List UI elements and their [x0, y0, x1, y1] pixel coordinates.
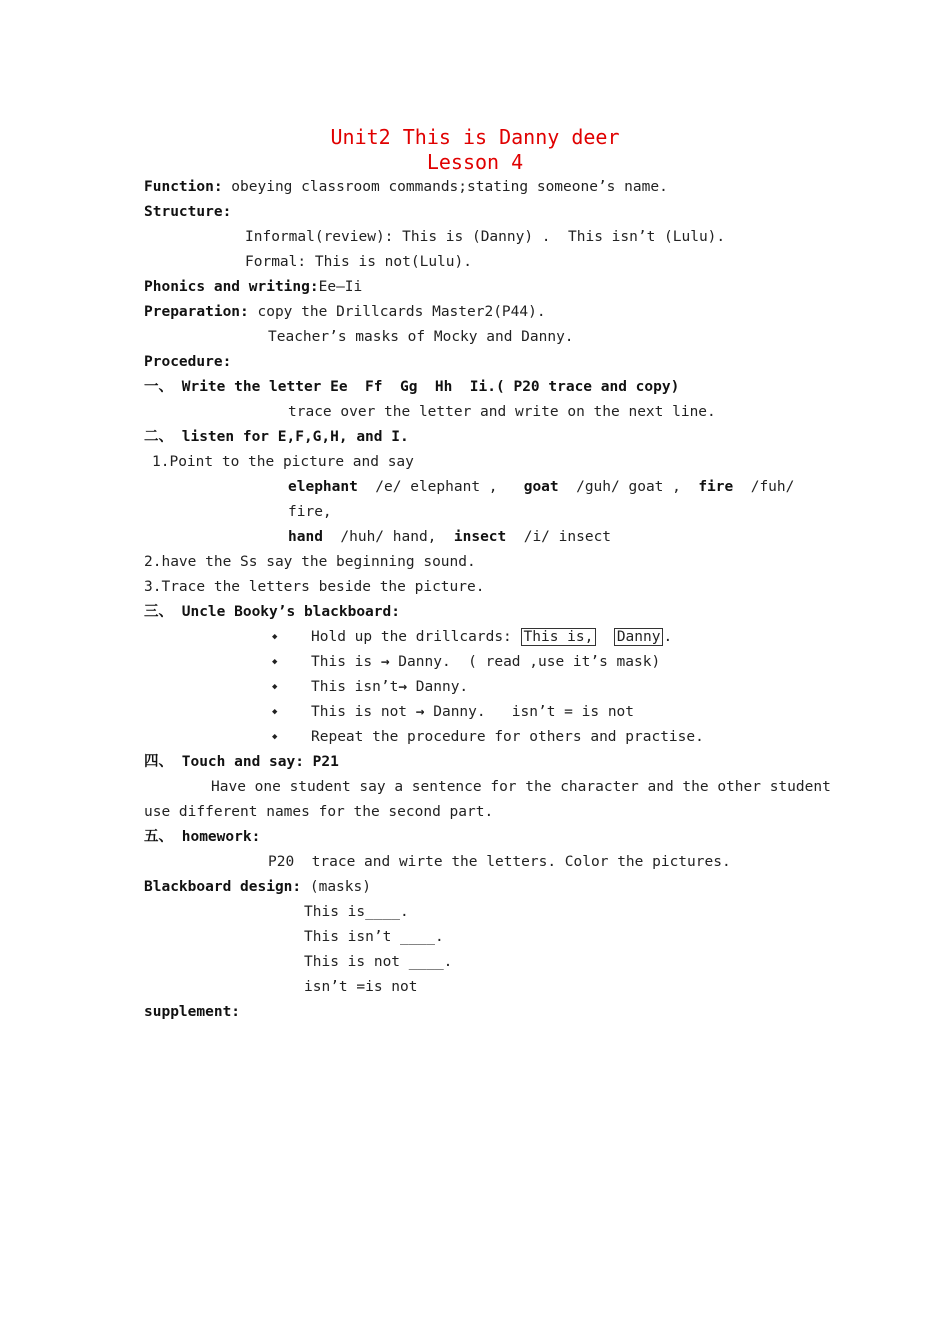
- preparation-text: copy the Drillcards Master2(P44).: [248, 304, 546, 320]
- word-insect: insect: [453, 529, 507, 545]
- phonics-fire: /fuh/: [733, 479, 795, 495]
- step4-text-2: use different names for the second part.: [144, 804, 494, 820]
- function-label: Function:: [144, 179, 223, 195]
- step5-text: P20 trace and wirte the letters. Color the pictures.: [268, 854, 731, 870]
- right-arrow-icon: →: [415, 704, 425, 720]
- step4-text-1: Have one student say a sentence for the character and the other student: [211, 779, 831, 795]
- bullet-icon: ◆: [272, 707, 278, 717]
- lesson-title: Lesson 4: [426, 150, 524, 174]
- boxed-this-is: This is,: [521, 628, 597, 646]
- bd-line-3: This is not ____.: [304, 954, 453, 970]
- bullet-icon: ◆: [272, 732, 278, 742]
- step1-heading: 一、 Write the letter Ee Ff Gg Hh Ii.( P20 trace and copy): [144, 379, 680, 395]
- phonics-fire-wrap: fire,: [288, 504, 332, 520]
- blackboard-design-line: [144, 877, 371, 897]
- function-text: obeying classroom commands;stating someone’s name.: [222, 179, 668, 195]
- step1-detail: trace over the letter and write on the next line.: [288, 404, 716, 420]
- blackboard-item-5: Repeat the procedure for others and practise.: [311, 729, 704, 745]
- phonics-text: Ee—Ii: [318, 279, 363, 295]
- b2-post: Danny. ( read ,use it’s mask): [389, 654, 661, 670]
- word-hand: hand: [288, 529, 323, 545]
- preparation-text-2: Teacher’s masks of Mocky and Danny.: [268, 329, 574, 345]
- phonics-label: Phonics and writing:: [144, 279, 319, 295]
- phonics-goat: /guh/ goat ,: [558, 479, 699, 495]
- blackboard-design-label: Blackboard design:: [144, 879, 302, 895]
- b1-post: .: [663, 629, 673, 645]
- bullet-icon: ◆: [272, 657, 278, 667]
- phonics-words-line-1: [288, 477, 794, 497]
- preparation-label: Preparation:: [144, 304, 249, 320]
- step2-item-3: 3.Trace the letters beside the picture.: [144, 579, 485, 595]
- bd-line-1: This is____.: [304, 904, 409, 920]
- b4-pre: This is not: [311, 704, 416, 720]
- step5-heading: 五、 homework:: [144, 829, 261, 845]
- blackboard-design-text: (masks): [301, 879, 371, 895]
- right-arrow-icon: →: [380, 654, 390, 670]
- phonics-hand: /huh/ hand,: [322, 529, 454, 545]
- word-goat: goat: [523, 479, 559, 495]
- phonics-insect: /i/ insect: [506, 529, 612, 545]
- blackboard-item-1: [311, 627, 672, 647]
- step3-heading: 三、 Uncle Booky’s blackboard:: [144, 604, 400, 620]
- phonics-line: [144, 277, 362, 297]
- step2-heading: 二、 listen for E,F,G,H, and I.: [144, 429, 409, 445]
- preparation-line: [144, 302, 546, 322]
- b1-pre: Hold up the drillcards:: [311, 629, 521, 645]
- blackboard-item-4: [311, 702, 634, 722]
- structure-informal: Informal(review): This is (Danny) . This isn’t (Lulu).: [245, 229, 726, 245]
- unit-title: Unit2 This is Danny deer: [330, 125, 620, 149]
- bd-line-4: isn’t =is not: [304, 979, 418, 995]
- structure-label: Structure:: [144, 204, 232, 220]
- b2-pre: This is: [311, 654, 381, 670]
- bullet-icon: ◆: [272, 682, 278, 692]
- word-fire: fire: [698, 479, 734, 495]
- b3-post: Danny.: [407, 679, 469, 695]
- blackboard-item-2: [311, 652, 660, 672]
- structure-formal: Formal: This is not(Lulu).: [245, 254, 472, 270]
- procedure-label: Procedure:: [144, 354, 232, 370]
- step2-point: 1.Point to the picture and say: [152, 454, 414, 470]
- word-elephant: elephant: [288, 479, 358, 495]
- function-line: [144, 177, 668, 197]
- bd-line-2: This isn’t ____.: [304, 929, 444, 945]
- right-arrow-icon: →: [398, 679, 408, 695]
- b3-pre: This isn’t: [311, 679, 399, 695]
- step4-heading: 四、 Touch and say: P21: [144, 754, 339, 770]
- supplement-label: supplement:: [144, 1004, 241, 1020]
- boxed-danny: Danny: [614, 628, 664, 646]
- step2-item-2: 2.have the Ss say the beginning sound.: [144, 554, 476, 570]
- b4-post: Danny. isn’t = is not: [424, 704, 635, 720]
- phonics-elephant: /e/ elephant ,: [357, 479, 524, 495]
- blackboard-item-3: [311, 677, 468, 697]
- bullet-icon: ◆: [272, 632, 278, 642]
- phonics-words-line-2: [288, 527, 611, 547]
